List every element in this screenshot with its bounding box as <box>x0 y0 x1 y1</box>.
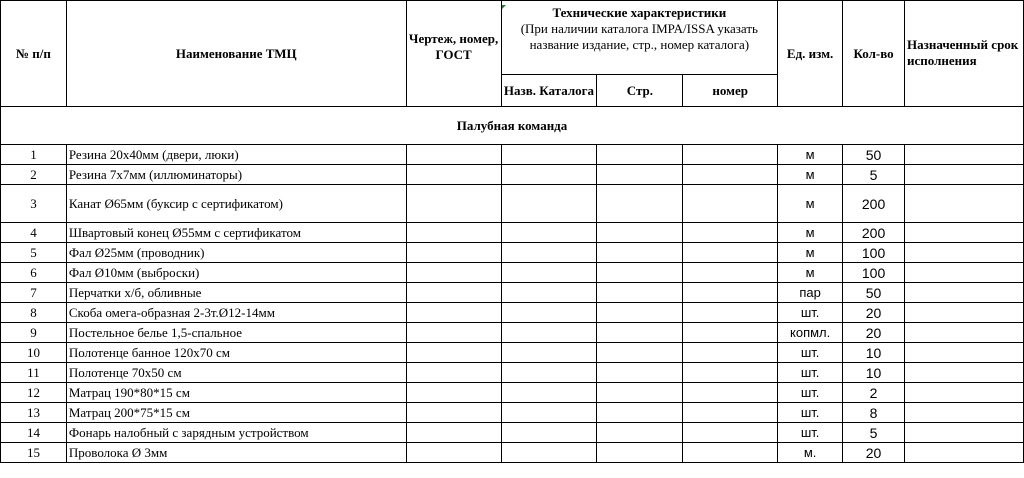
unit-cell: м <box>778 223 843 243</box>
page-cell <box>597 243 683 263</box>
qty-cell: 20 <box>843 443 905 463</box>
catalog-cell <box>501 263 597 283</box>
row-number: 8 <box>1 303 67 323</box>
unit-cell: копмл. <box>778 323 843 343</box>
catalog-number-cell <box>683 165 778 185</box>
item-name: Скоба омега-образная 2-3т.Ø12-14мм <box>66 303 406 323</box>
table-row <box>1 283 1024 303</box>
item-name: Проволока Ø 3мм <box>66 443 406 463</box>
unit-cell: пар <box>778 283 843 303</box>
item-name: Матрац 190*80*15 см <box>66 383 406 403</box>
row-number: 14 <box>1 423 67 443</box>
catalog-number-cell <box>683 263 778 283</box>
drawing-cell <box>406 323 501 343</box>
row-number: 9 <box>1 323 67 343</box>
drawing-cell <box>406 343 501 363</box>
drawing-cell <box>406 423 501 443</box>
deadline-cell <box>905 363 1024 383</box>
item-name: Фал Ø10мм (выброски) <box>66 263 406 283</box>
table-row <box>1 323 1024 343</box>
page-cell <box>597 263 683 283</box>
item-name: Фонарь налобный с зарядным устройством <box>66 423 406 443</box>
drawing-cell <box>406 185 501 223</box>
header-name: Наименование ТМЦ <box>66 1 406 107</box>
unit-cell: м <box>778 185 843 223</box>
qty-cell: 100 <box>843 243 905 263</box>
table-row <box>1 223 1024 243</box>
row-number: 5 <box>1 243 67 263</box>
catalog-number-cell <box>683 403 778 423</box>
deadline-cell <box>905 283 1024 303</box>
catalog-number-cell <box>683 145 778 165</box>
qty-cell: 100 <box>843 263 905 283</box>
item-name: Полотенце 70х50 см <box>66 363 406 383</box>
unit-cell: м <box>778 263 843 283</box>
drawing-cell <box>406 145 501 165</box>
qty-cell: 50 <box>843 145 905 165</box>
table-row <box>1 423 1024 443</box>
deadline-cell <box>905 185 1024 223</box>
header-catalog: Назв. Каталога <box>501 75 597 107</box>
drawing-cell <box>406 243 501 263</box>
item-name: Постельное белье 1,5-спальное <box>66 323 406 343</box>
table-row <box>1 443 1024 463</box>
row-number: 15 <box>1 443 67 463</box>
section-title: Палубная команда <box>1 107 1024 145</box>
unit-cell: шт. <box>778 363 843 383</box>
row-number: 7 <box>1 283 67 303</box>
table-row <box>1 303 1024 323</box>
header-row-top <box>1 1 1024 75</box>
catalog-cell <box>501 323 597 343</box>
row-number: 11 <box>1 363 67 383</box>
qty-cell: 50 <box>843 283 905 303</box>
qty-cell: 5 <box>843 165 905 185</box>
item-name: Полотенце банное 120х70 см <box>66 343 406 363</box>
table-row <box>1 243 1024 263</box>
row-number: 12 <box>1 383 67 403</box>
unit-cell: шт. <box>778 303 843 323</box>
page-cell <box>597 343 683 363</box>
unit-cell: шт. <box>778 343 843 363</box>
catalog-cell <box>501 145 597 165</box>
unit-cell: шт. <box>778 383 843 403</box>
catalog-number-cell <box>683 443 778 463</box>
catalog-cell <box>501 403 597 423</box>
table-row <box>1 343 1024 363</box>
unit-cell: м <box>778 145 843 165</box>
catalog-number-cell <box>683 223 778 243</box>
unit-cell: м <box>778 243 843 263</box>
item-name: Фал Ø25мм (проводник) <box>66 243 406 263</box>
deadline-cell <box>905 263 1024 283</box>
page-cell <box>597 383 683 403</box>
catalog-number-cell <box>683 423 778 443</box>
table-row <box>1 145 1024 165</box>
table-row <box>1 403 1024 423</box>
deadline-cell <box>905 403 1024 423</box>
drawing-cell <box>406 443 501 463</box>
catalog-cell <box>501 303 597 323</box>
header-unit: Ед. изм. <box>778 1 843 107</box>
qty-cell: 5 <box>843 423 905 443</box>
page-cell <box>597 403 683 423</box>
page-cell <box>597 303 683 323</box>
catalog-cell <box>501 223 597 243</box>
header-qty: Кол-во <box>843 1 905 107</box>
catalog-number-cell <box>683 343 778 363</box>
header-tech-note: (При наличии каталога IMPA/ISSA указать название издание, стр., номер каталога) <box>520 21 758 52</box>
deadline-cell <box>905 223 1024 243</box>
table-row <box>1 363 1024 383</box>
row-number: 10 <box>1 343 67 363</box>
deadline-cell <box>905 423 1024 443</box>
qty-cell: 2 <box>843 383 905 403</box>
catalog-cell <box>501 243 597 263</box>
deadline-cell <box>905 165 1024 185</box>
row-number: 4 <box>1 223 67 243</box>
row-number: 2 <box>1 165 67 185</box>
qty-cell: 10 <box>843 363 905 383</box>
catalog-cell <box>501 443 597 463</box>
item-name: Канат Ø65мм (буксир с сертификатом) <box>66 185 406 223</box>
row-number: 1 <box>1 145 67 165</box>
drawing-cell <box>406 303 501 323</box>
header-drawing: Чертеж, номер, ГОСТ <box>406 1 501 107</box>
deadline-cell <box>905 443 1024 463</box>
page-cell <box>597 323 683 343</box>
drawing-cell <box>406 165 501 185</box>
catalog-cell <box>501 363 597 383</box>
qty-cell: 20 <box>843 303 905 323</box>
page-cell <box>597 185 683 223</box>
catalog-number-cell <box>683 303 778 323</box>
unit-cell: шт. <box>778 423 843 443</box>
table-row <box>1 383 1024 403</box>
header-page: Стр. <box>597 75 683 107</box>
header-num: № п/п <box>1 1 67 107</box>
drawing-cell <box>406 403 501 423</box>
qty-cell: 200 <box>843 185 905 223</box>
page-cell <box>597 223 683 243</box>
catalog-cell <box>501 343 597 363</box>
catalog-cell <box>501 423 597 443</box>
item-name: Резина 20х40мм (двери, люки) <box>66 145 406 165</box>
page-cell <box>597 145 683 165</box>
deadline-cell <box>905 323 1024 343</box>
qty-cell: 10 <box>843 343 905 363</box>
table-row <box>1 185 1024 223</box>
row-number: 3 <box>1 185 67 223</box>
catalog-number-cell <box>683 383 778 403</box>
item-name: Перчатки х/б, обливные <box>66 283 406 303</box>
unit-cell: м <box>778 165 843 185</box>
page-cell <box>597 443 683 463</box>
catalog-number-cell <box>683 185 778 223</box>
catalog-cell <box>501 283 597 303</box>
table-row <box>1 263 1024 283</box>
item-name: Матрац 200*75*15 см <box>66 403 406 423</box>
deadline-cell <box>905 343 1024 363</box>
catalog-number-cell <box>683 243 778 263</box>
deadline-cell <box>905 303 1024 323</box>
drawing-cell <box>406 383 501 403</box>
page-cell <box>597 363 683 383</box>
drawing-cell <box>406 223 501 243</box>
drawing-cell <box>406 363 501 383</box>
header-tech-title: Технические характеристики <box>552 5 727 20</box>
table-row <box>1 165 1024 185</box>
unit-cell: шт. <box>778 403 843 423</box>
qty-cell: 8 <box>843 403 905 423</box>
qty-cell: 200 <box>843 223 905 243</box>
deadline-cell <box>905 243 1024 263</box>
page-cell <box>597 423 683 443</box>
drawing-cell <box>406 283 501 303</box>
item-name: Резина 7х7мм (иллюминаторы) <box>66 165 406 185</box>
section-row <box>1 107 1024 145</box>
row-number: 6 <box>1 263 67 283</box>
item-name: Швартовый конец Ø55мм с сертификатом <box>66 223 406 243</box>
catalog-cell <box>501 185 597 223</box>
catalog-number-cell <box>683 323 778 343</box>
page-cell <box>597 165 683 185</box>
catalog-cell <box>501 165 597 185</box>
catalog-number-cell <box>683 283 778 303</box>
qty-cell: 20 <box>843 323 905 343</box>
row-number: 13 <box>1 403 67 423</box>
header-tech <box>501 1 778 75</box>
unit-cell: м. <box>778 443 843 463</box>
catalog-cell <box>501 383 597 403</box>
deadline-cell <box>905 145 1024 165</box>
catalog-number-cell <box>683 363 778 383</box>
drawing-cell <box>406 263 501 283</box>
header-number: номер <box>683 75 778 107</box>
header-deadline: Назначенный срок исполнения <box>905 1 1024 107</box>
page-cell <box>597 283 683 303</box>
deadline-cell <box>905 383 1024 403</box>
